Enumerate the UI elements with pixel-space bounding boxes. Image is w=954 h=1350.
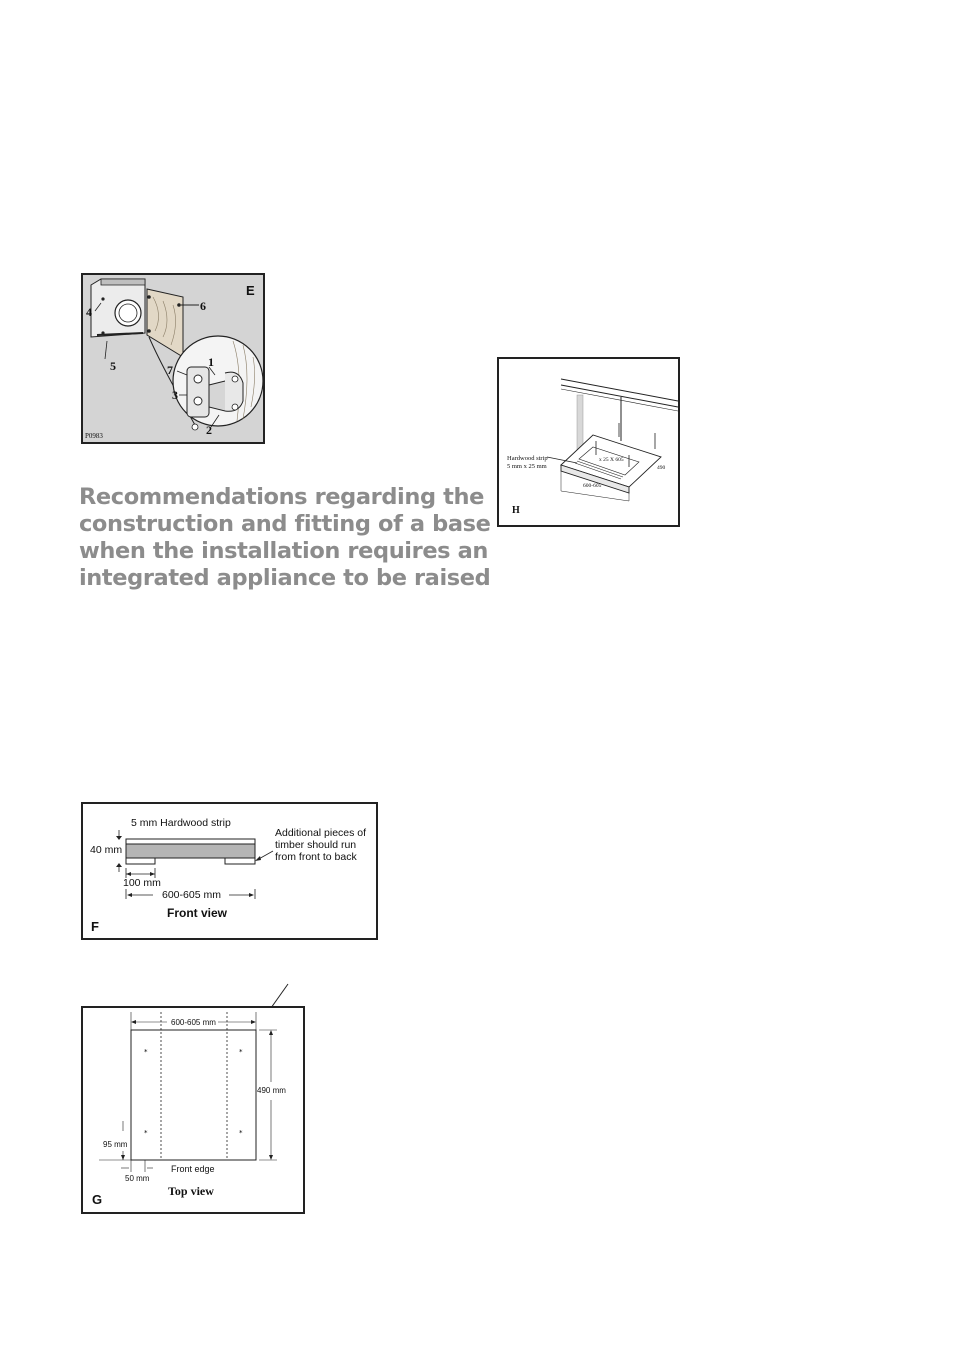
- note-line-2: timber should run: [275, 839, 357, 851]
- svg-text:*: *: [144, 1129, 148, 1137]
- figure-g-letter: G: [92, 1192, 103, 1207]
- callout-2: 2: [206, 423, 212, 437]
- strip-label-2: 5 mm x 25 mm: [507, 463, 547, 470]
- width-label: 600-605 mm: [171, 1018, 216, 1027]
- base-installation-illustration: [499, 359, 678, 525]
- width-label: 600-605 mm: [162, 889, 221, 901]
- figure-e-letter: E: [246, 283, 255, 298]
- offset-x-label: 50 mm: [125, 1174, 150, 1183]
- offset-y-label: 95 mm: [103, 1140, 128, 1149]
- svg-text:*: *: [239, 1048, 243, 1056]
- callout-1: 1: [208, 355, 214, 369]
- figure-h-letter: H: [512, 505, 520, 516]
- spacer-label: 100 mm: [123, 877, 161, 889]
- callout-6: 6: [200, 299, 206, 313]
- heading-line-3: when the installation requires an: [79, 538, 489, 564]
- dim-a-label: x 25 X 605: [599, 457, 624, 463]
- figure-f: [81, 802, 378, 940]
- dim-c-label: 490: [657, 465, 666, 471]
- callout-5: 5: [110, 359, 116, 373]
- figure-e-code: P0983: [85, 432, 103, 440]
- figure-e: [81, 273, 265, 444]
- svg-text:*: *: [239, 1129, 243, 1137]
- callout-3: 3: [172, 388, 178, 402]
- strip-label: 5 mm Hardwood strip: [131, 817, 231, 829]
- figure-f-letter: F: [91, 919, 99, 934]
- depth-label: 490 mm: [257, 1086, 286, 1095]
- front-edge-label: Front edge: [171, 1164, 215, 1174]
- svg-text:*: *: [144, 1048, 148, 1056]
- strip-label-1: Hardwood strip: [507, 455, 548, 462]
- callout-4: 4: [86, 305, 92, 319]
- callout-7: 7: [167, 363, 173, 377]
- top-view-diagram: [83, 1008, 303, 1212]
- note-line-3: from front to back: [275, 851, 357, 863]
- dim-b-label: 600-605: [583, 483, 602, 489]
- heading-line-1: Recommendations regarding the: [79, 484, 484, 510]
- figure-g: [81, 1006, 305, 1214]
- section-heading: [79, 484, 491, 592]
- heading-line-2: construction and fitting of a base: [79, 511, 491, 537]
- height-label: 40 mm: [90, 844, 123, 856]
- figure-g-caption: Top view: [168, 1184, 214, 1198]
- figure-h: [497, 357, 680, 527]
- heading-line-4: integrated appliance to be raised: [79, 565, 491, 591]
- figure-f-caption: Front view: [167, 906, 228, 920]
- note-line-1: Additional pieces of: [275, 827, 367, 839]
